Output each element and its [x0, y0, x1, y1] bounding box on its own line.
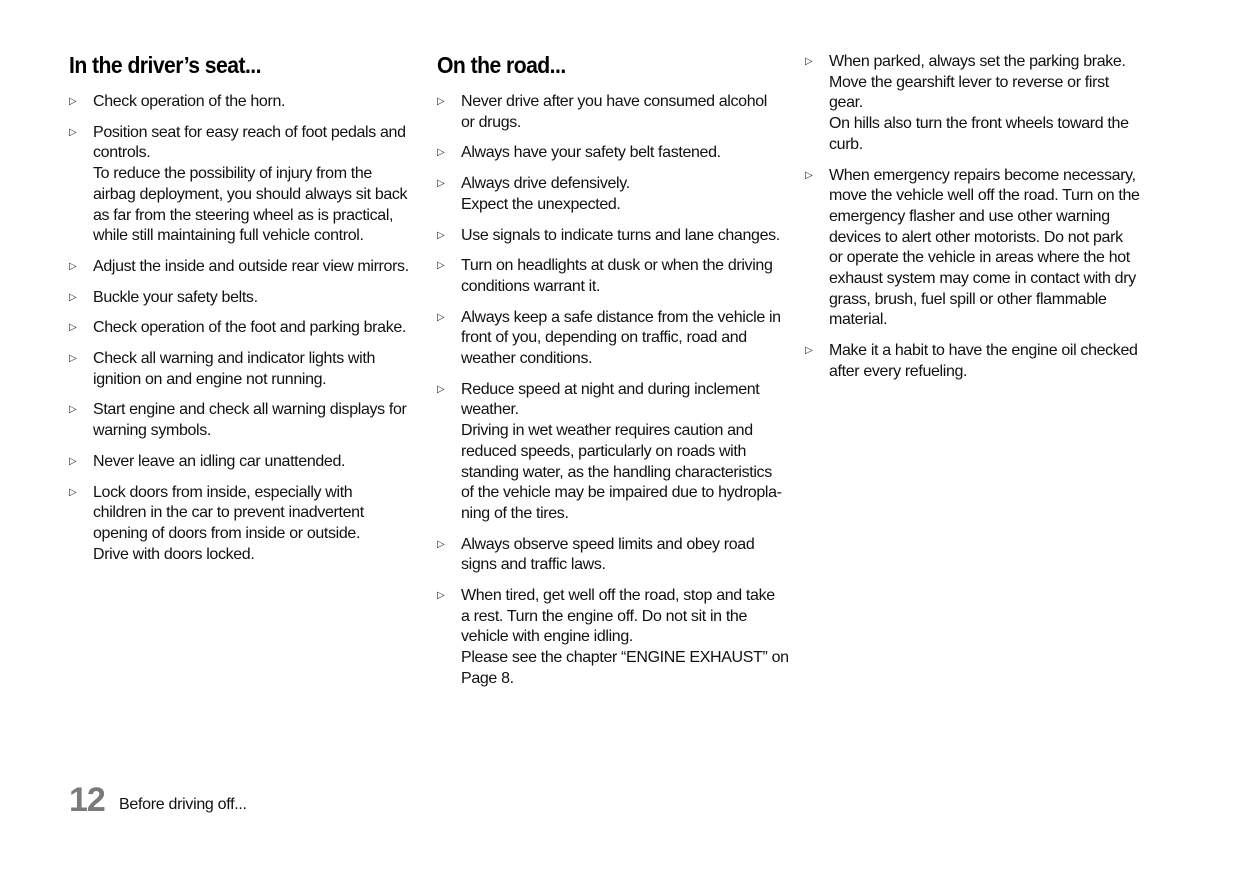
- list-item-text: reduced speeds, particularly on roads with: [461, 442, 747, 460]
- list-item: [69, 400, 414, 441]
- list-item-text: When parked, always set the parking brake.: [829, 53, 1126, 70]
- list-item-text: When tired, get well off the road, stop and take: [461, 587, 775, 605]
- list-item-text: Never leave an idling car unattended.: [93, 452, 346, 470]
- list-item-text: signs and traffic laws.: [461, 556, 606, 574]
- list-item-text: devices to alert other motorists. Do not park: [829, 228, 1123, 246]
- list-item-text: grass, brush, fuel spill or other flammable: [829, 290, 1107, 308]
- triangle-bullet-icon: ▷: [69, 486, 77, 498]
- list-item: [437, 535, 787, 576]
- section-heading-on-the-road: On the road...: [437, 52, 566, 78]
- list-item-text: Start engine and check all warning displays for: [93, 401, 407, 419]
- triangle-bullet-icon: ▷: [437, 260, 445, 272]
- checklist: [69, 92, 414, 565]
- list-item-text: weather conditions.: [461, 350, 593, 368]
- list-item: [437, 92, 787, 133]
- list-item: [437, 308, 787, 370]
- triangle-bullet-icon: ▷: [69, 353, 77, 365]
- list-item-text: Make it a habit to have the engine oil checked: [829, 342, 1138, 360]
- list-item-text: material.: [829, 311, 888, 329]
- list-item-text: children in the car to prevent inadvertent: [93, 504, 364, 522]
- list-item-text: vehicle with engine idling.: [461, 628, 633, 646]
- list-item: [69, 123, 414, 247]
- list-item: [437, 256, 787, 297]
- list-item-text: ignition on and engine not running.: [93, 370, 327, 388]
- triangle-bullet-icon: ▷: [437, 590, 445, 602]
- triangle-bullet-icon: ▷: [437, 383, 445, 395]
- list-item-text: Move the gearshift lever to reverse or first: [829, 73, 1109, 91]
- list-item: [69, 257, 414, 278]
- list-item-text: standing water, as the handling characteristics: [461, 463, 772, 481]
- triangle-bullet-icon: ▷: [437, 178, 445, 190]
- list-item-text: Never drive after you have consumed alcohol: [461, 93, 768, 110]
- list-item-text: Driving in wet weather requires caution and: [461, 422, 753, 440]
- column-on-the-road: [437, 50, 787, 700]
- column-on-the-road-continued: [805, 52, 1155, 393]
- triangle-bullet-icon: ▷: [69, 126, 77, 138]
- list-item-text: Use signals to indicate turns and lane changes.: [461, 226, 780, 244]
- list-item-text: while still maintaining full vehicle control.: [93, 227, 364, 245]
- list-item: [437, 143, 787, 164]
- list-item-text: gear.: [829, 94, 863, 112]
- list-item: [69, 318, 414, 339]
- list-item-text: warning symbols.: [93, 422, 212, 440]
- triangle-bullet-icon: ▷: [69, 96, 77, 107]
- page-number: 12: [69, 781, 105, 819]
- list-item-text: Check operation of the horn.: [93, 93, 286, 110]
- list-item-text: airbag deployment, you should always sit back: [93, 185, 408, 203]
- list-item-text: front of you, depending on traffic, road and: [461, 329, 747, 347]
- list-item-text: after every refueling.: [829, 362, 968, 380]
- list-item-text: Always have your safety belt fastened.: [461, 144, 721, 162]
- list-item: [69, 452, 414, 473]
- list-item-text: Reduce speed at night and during inclement: [461, 380, 760, 398]
- list-item-text: Turn on headlights at dusk or when the driving: [461, 257, 773, 275]
- section-heading-drivers-seat: In the driver’s seat...: [69, 52, 261, 78]
- list-item: [69, 483, 414, 566]
- triangle-bullet-icon: ▷: [437, 229, 445, 241]
- triangle-bullet-icon: ▷: [805, 169, 813, 181]
- checklist: [805, 52, 1155, 383]
- list-item: [805, 166, 1155, 332]
- list-item-text: Expect the unexpected.: [461, 195, 621, 213]
- section-name: Before driving off...: [119, 796, 247, 813]
- triangle-bullet-icon: ▷: [437, 96, 445, 107]
- list-item-text: Always keep a safe distance from the vehicle in: [461, 308, 781, 326]
- list-item: [437, 380, 787, 525]
- list-item-text: or operate the vehicle in areas where the hot: [829, 249, 1130, 267]
- list-item: [805, 341, 1155, 382]
- list-item: [69, 349, 414, 390]
- list-item-text: Adjust the inside and outside rear view mirrors.: [93, 257, 409, 275]
- list-item-text: controls.: [93, 144, 151, 162]
- triangle-bullet-icon: ▷: [69, 260, 77, 272]
- list-item-text: When emergency repairs become necessary,: [829, 166, 1136, 184]
- list-item-text: ning of the tires.: [461, 504, 569, 522]
- checklist: [437, 92, 787, 690]
- list-item: [69, 92, 414, 113]
- list-item-text: Buckle your safety belts.: [93, 288, 258, 306]
- triangle-bullet-icon: ▷: [69, 404, 77, 416]
- list-item-text: move the vehicle well off the road. Turn on the: [829, 187, 1140, 205]
- list-item-text: Always observe speed limits and obey road: [461, 535, 755, 553]
- list-item-text: Position seat for easy reach of foot pedals and: [93, 123, 406, 141]
- list-item: [437, 174, 787, 215]
- triangle-bullet-icon: ▷: [805, 345, 813, 357]
- column-drivers-seat: [69, 50, 414, 575]
- list-item-text: weather.: [461, 401, 519, 419]
- triangle-bullet-icon: ▷: [437, 311, 445, 323]
- list-item-text: Check operation of the foot and parking brake.: [93, 319, 407, 337]
- list-item-text: curb.: [829, 135, 863, 153]
- list-item-text: or drugs.: [461, 113, 521, 131]
- list-item-text: emergency flasher and use other warning: [829, 207, 1110, 225]
- list-item-text: Please see the chapter “ENGINE EXHAUST” on: [461, 649, 789, 667]
- triangle-bullet-icon: ▷: [805, 56, 813, 67]
- list-item-text: of the vehicle may be impaired due to hydropla-: [461, 484, 782, 502]
- triangle-bullet-icon: ▷: [69, 291, 77, 303]
- list-item-text: On hills also turn the front wheels toward the: [829, 115, 1129, 133]
- triangle-bullet-icon: ▷: [437, 538, 445, 550]
- list-item-text: Page 8.: [461, 669, 514, 687]
- list-item-text: Check all warning and indicator lights with: [93, 350, 375, 368]
- triangle-bullet-icon: ▷: [69, 455, 77, 467]
- list-item-text: Always drive defensively.: [461, 175, 630, 193]
- list-item: [437, 226, 787, 247]
- list-item: [805, 52, 1155, 156]
- list-item-text: opening of doors from inside or outside.: [93, 524, 361, 542]
- list-item-text: Drive with doors locked.: [93, 545, 255, 563]
- list-item-text: a rest. Turn the engine off. Do not sit in the: [461, 607, 748, 625]
- list-item: [437, 586, 787, 690]
- list-item: [69, 288, 414, 309]
- list-item-text: To reduce the possibility of injury from the: [93, 165, 372, 183]
- triangle-bullet-icon: ▷: [437, 147, 445, 159]
- list-item-text: exhaust system may come in contact with dry: [829, 270, 1136, 288]
- triangle-bullet-icon: ▷: [69, 322, 77, 334]
- list-item-text: as far from the steering wheel as is practical,: [93, 206, 394, 224]
- list-item-text: Lock doors from inside, especially with: [93, 483, 353, 501]
- list-item-text: conditions warrant it.: [461, 277, 601, 295]
